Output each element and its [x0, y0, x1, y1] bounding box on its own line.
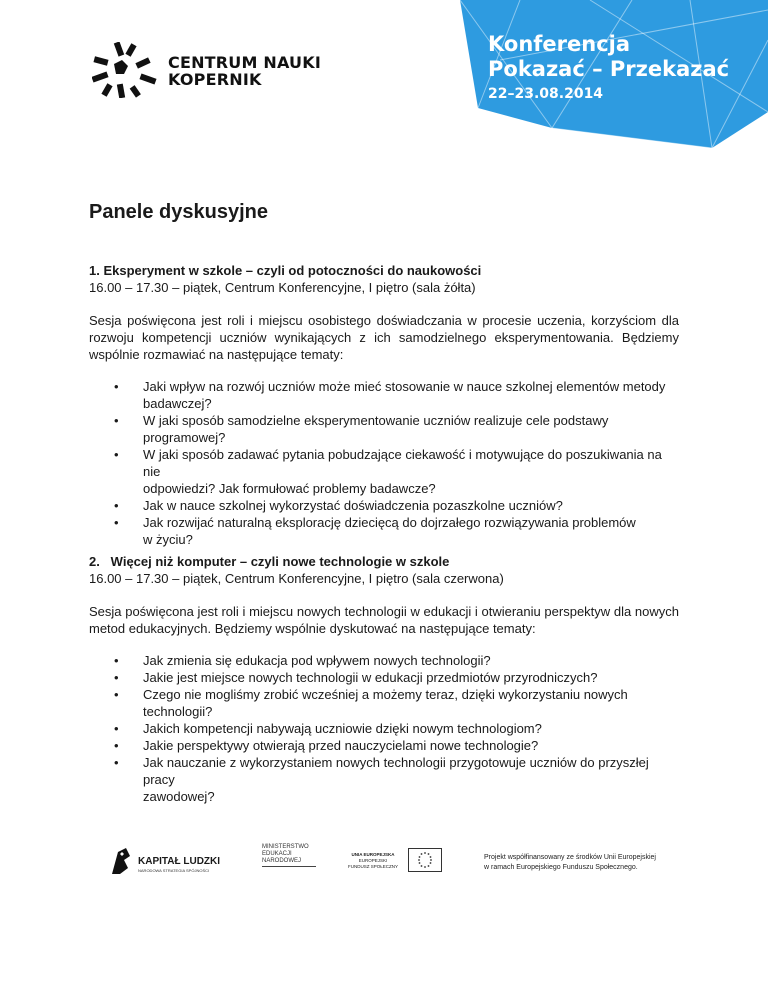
list-item-text: Jak w nauce szkolnej wykorzystać doświadczenia pozaszkolne uczniów?	[143, 498, 563, 513]
section-title: 2. Więcej niż komputer – czyli nowe technologie w szkole	[89, 554, 450, 569]
conference-title	[488, 32, 729, 103]
bullet-icon: •	[114, 687, 119, 702]
project-note-line2: w ramach Europejskiego Funduszu Społecznego.	[484, 864, 638, 871]
conference-dates: 22–23.08.2014	[488, 86, 604, 102]
bullet-icon: •	[114, 413, 119, 428]
list-item-text-cont: programowej?	[143, 430, 226, 445]
list-item	[89, 514, 679, 548]
bullet-icon: •	[114, 498, 119, 513]
section-title: 1. Eksperyment w szkole – czyli od potoczności do naukowości	[89, 263, 482, 278]
project-note	[484, 853, 656, 873]
topic-list	[89, 652, 679, 805]
ckn-logo-icon	[92, 42, 158, 98]
panel-section-2	[89, 553, 679, 805]
list-item-text: Czego nie mogliśmy zrobić wcześniej a możemy teraz, dzięki wykorzystaniu nowych	[143, 687, 628, 702]
ministry-logo	[262, 844, 309, 865]
bullet-icon: •	[114, 379, 119, 394]
list-item-text-cont: w życiu?	[143, 532, 193, 547]
list-item-text-cont: badawczej?	[143, 396, 212, 411]
eu-line2: EUROPEJSKI	[358, 858, 388, 863]
list-item-text: Jak rozwijać naturalną eksplorację dziecięcą do dojrzałego rozwiązywania problemów	[143, 515, 636, 530]
org-name-line1: CENTRUM NAUKI	[168, 53, 322, 72]
list-item	[89, 720, 679, 737]
list-item-text: Jakich kompetencji nabywają uczniowie dzięki nowym technologiom?	[143, 721, 542, 736]
bullet-icon: •	[114, 738, 119, 753]
kapital-ludzki-subtitle: NARODOWA STRATEGIA SPÓJNOŚCI	[138, 868, 210, 873]
kapital-ludzki-title: KAPITAŁ LUDZKI	[138, 856, 221, 867]
list-item	[89, 754, 679, 805]
project-note-line1: Projekt współfinansowany ze środków Unii Europejskiej	[484, 854, 656, 861]
list-item-text-cont: technologii?	[143, 704, 213, 719]
bullet-icon: •	[114, 447, 119, 462]
list-item-text-cont: odpowiedzi? Jak formułować problemy badawcze?	[143, 481, 436, 496]
list-item-text: Jaki wpływ na rozwój uczniów może mieć stosowanie w nauce szkolnej elementów metody	[143, 379, 666, 394]
org-name	[168, 54, 321, 88]
section-description: Sesja poświęcona jest roli i miejscu osobistego doświadczania w procesie uczenia, korzyściom dla rozwoju kompetencji uczniów wynikających z ich samodzielnego eksperymentowania. Będziemy wspólnie rozmawiać na następujące tematy:	[89, 313, 679, 362]
org-name-line2: KOPERNIK	[168, 70, 262, 89]
ministry-line1: MINISTERSTWO	[262, 844, 309, 850]
bullet-icon: •	[114, 755, 119, 770]
list-item-text: W jaki sposób zadawać pytania pobudzające ciekawość i motywujące do poszukiwania na nie	[143, 447, 662, 479]
list-item	[89, 669, 679, 686]
conference-title-line2: Pokazać – Przekazać	[488, 57, 730, 81]
bullet-icon: •	[114, 670, 119, 685]
list-item-text: Jak nauczanie z wykorzystaniem nowych technologii przygotowuje uczniów do przyszłej pracy	[143, 755, 649, 787]
list-item	[89, 686, 679, 720]
topic-list	[89, 378, 679, 548]
list-item	[89, 497, 679, 514]
list-item	[89, 378, 679, 412]
list-item	[89, 737, 679, 754]
bullet-icon: •	[114, 653, 119, 668]
list-item-text: Jakie jest miejsce nowych technologii w edukacji przedmiotów przyrodniczych?	[143, 670, 598, 685]
section-time: 16.00 – 17.30 – piątek, Centrum Konferencyjne, I piętro (sala żółta)	[89, 280, 476, 295]
section-description: Sesja poświęcona jest roli i miejscu nowych technologii w edukacji i otwieraniu perspektyw dla nowych metod edukacyjnych. Będziemy wspólnie dyskutować na następujące tematy:	[89, 604, 679, 636]
kapital-ludzki-logo-icon	[110, 846, 132, 876]
panel-section-1	[89, 262, 679, 548]
eu-logo-text	[342, 852, 404, 870]
list-item-text: W jaki sposób samodzielne eksperymentowanie uczniów realizuje cele podstawy	[143, 413, 609, 428]
conference-title-line1: Konferencja	[488, 32, 631, 56]
ministry-line3: NARODOWEJ	[262, 858, 301, 864]
eu-line3: FUNDUSZ SPOŁECZNY	[347, 864, 398, 869]
eu-flag-icon	[408, 848, 442, 872]
page-title: Panele dyskusyjne	[89, 201, 268, 223]
list-item-text: Jakie perspektywy otwierają przed nauczycielami nowe technologie?	[143, 738, 539, 753]
ministry-divider	[262, 866, 316, 867]
bullet-icon: •	[114, 721, 119, 736]
bullet-icon: •	[114, 515, 119, 530]
ministry-line2: EDUKACJI	[262, 851, 292, 857]
list-item	[89, 446, 679, 497]
list-item	[89, 412, 679, 446]
eu-line1: UNIA EUROPEJSKA	[351, 852, 395, 857]
list-item-text-cont: zawodowej?	[143, 789, 215, 804]
list-item	[89, 652, 679, 669]
list-item-text: Jak zmienia się edukacja pod wpływem nowych technologii?	[143, 653, 491, 668]
section-time: 16.00 – 17.30 – piątek, Centrum Konferencyjne, I piętro (sala czerwona)	[89, 571, 504, 586]
